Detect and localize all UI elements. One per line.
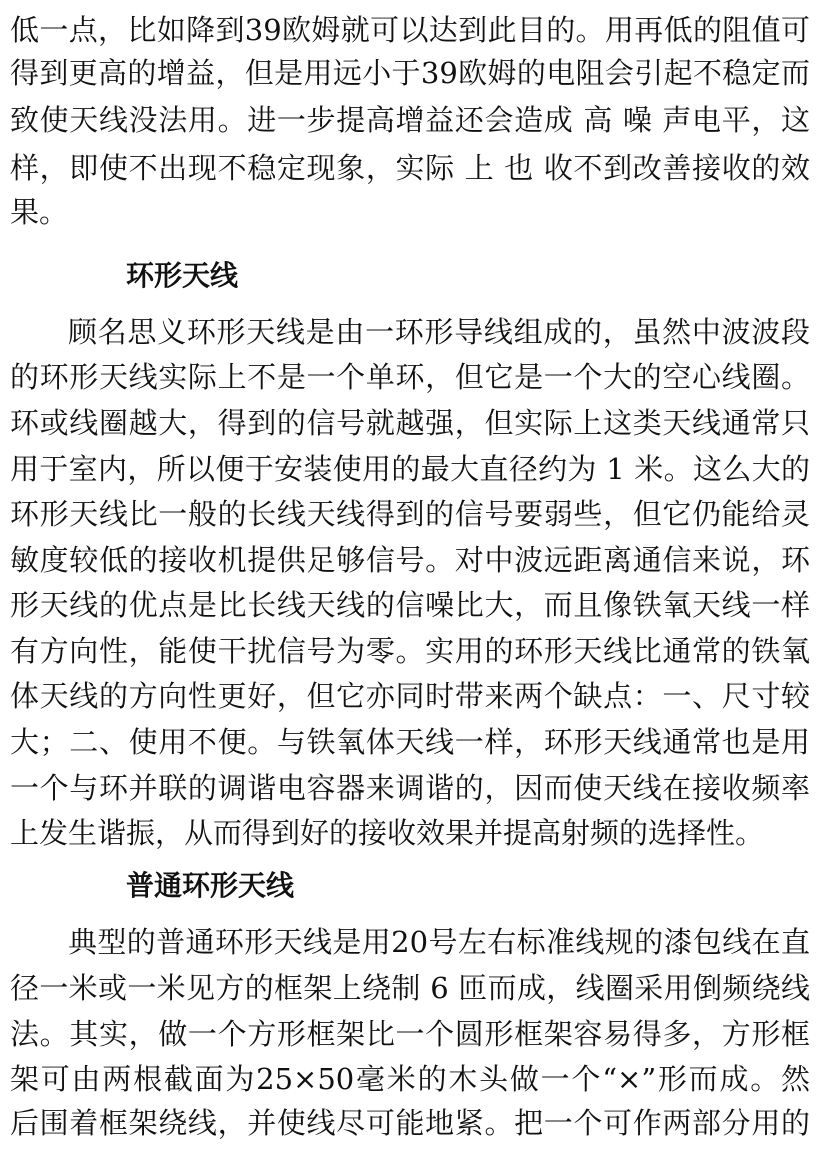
paragraph-1-line-2: 得到更高的增益，但是用远小于39欧姆的电阻会引起不稳定而 xyxy=(10,56,810,90)
section-2-line-5: 后围着框架绕线，并使线尽可能地紧。把一个可作两部分用的 xyxy=(10,1106,810,1140)
section-2-line-2: 径一米或一米见方的框架上绕制 6 匝而成，线圈采用倒频绕线 xyxy=(10,971,810,1005)
section-1-line-4: 用于室内，所以便于安装使用的最大直径约为 1 米。这么大的 xyxy=(10,452,810,486)
section-2-line-1: 典型的普通环形天线是用20号左右标准线规的漆包线在直 xyxy=(68,925,810,959)
section-1-line-6: 敏度较低的接收机提供足够信号。对中波远距离通信来说，环 xyxy=(10,543,810,577)
section-1-line-8: 有方向性，能使干扰信号为零。实用的环形天线比通常的铁氧 xyxy=(10,634,810,668)
paragraph-1-line-3: 致使天线没法用。进一步提高增益还会造成 高 噪 声电平，这 xyxy=(10,103,810,137)
section-1-line-2: 的环形天线实际上不是一个单环，但它是一个大的空心线圈。 xyxy=(10,360,810,394)
section-2-line-4: 架可由两根截面为25×50毫米的木头做一个“×”形而成。然 xyxy=(10,1062,810,1096)
section-1-line-3: 环或线圈越大，得到的信号就越强，但实际上这类天线通常只 xyxy=(10,406,810,440)
section-1-line-10: 大；二、使用不便。与铁氧体天线一样，环形天线通常也是用 xyxy=(10,725,810,759)
section-2-line-3: 法。其实，做一个方形框架比一个圆形框架容易得多，方形框 xyxy=(10,1017,810,1051)
paragraph-1-line-5: 果。 xyxy=(10,195,69,229)
section-1-line-9: 体天线的方向性更好，但它亦同时带来两个缺点：一、尺寸较 xyxy=(10,679,810,713)
section-1-line-12: 上发生谐振，从而得到好的接收效果并提高射频的选择性。 xyxy=(10,816,765,850)
section-1-line-11: 一个与环并联的调谐电容器来调谐的，因而使天线在接收频率 xyxy=(10,771,810,805)
section-heading-loop-antenna: 环形天线 xyxy=(126,259,239,292)
section-1-line-5: 环形天线比一般的长线天线得到的信号要弱些，但它仍能给灵 xyxy=(10,497,810,531)
section-1-line-7: 形天线的优点是比长线天线的信噪比大，而且像铁氧天线一样 xyxy=(10,588,810,622)
paragraph-1-line-1: 低一点，比如降到39欧姆就可以达到此目的。用再低的阻值可 xyxy=(10,13,810,47)
paragraph-1-line-4: 样，即使不出现不稳定现象，实际 上 也 收不到改善接收的效 xyxy=(10,151,810,185)
section-heading-ordinary-loop-antenna: 普通环形天线 xyxy=(126,869,295,902)
section-1-line-1: 顾名思义环形天线是由一环形导线组成的，虽然中波波段 xyxy=(68,315,810,349)
